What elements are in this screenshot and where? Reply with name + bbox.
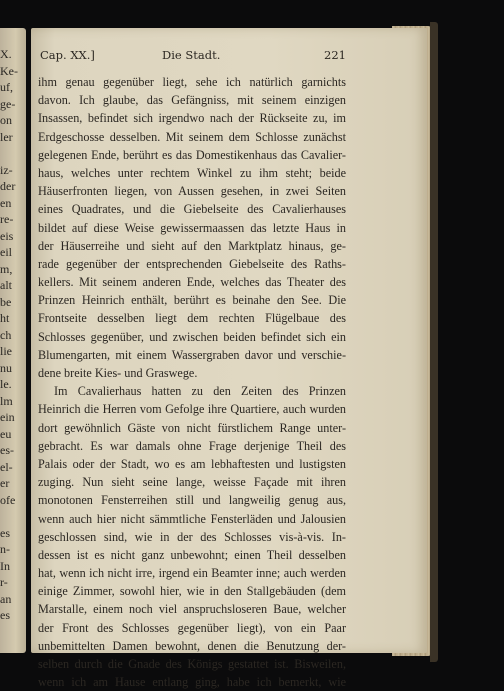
left-page-fragment: es <box>0 525 10 540</box>
left-page-fragment: eil <box>0 245 12 259</box>
text-line: Heinrich die Herren vom Gefolge ihre Quartiere, auch wurden <box>38 402 346 417</box>
left-page-fragment: iz- <box>0 162 13 177</box>
left-page-edge <box>0 28 26 653</box>
text-line: Schlosses gegenüber, und zwischen beiden befindet sich ein <box>38 329 346 344</box>
left-page-fragment: be <box>0 294 12 309</box>
running-header <box>40 48 344 64</box>
text-line: wenn auch hier nicht sämmtliche Fensterläden und Jalousien <box>38 511 346 526</box>
text-line: der Häuserreihe und sieht auf den Marktplatz hinaus, ge- <box>38 238 346 253</box>
text-line: dene breite Kies- und Graswege. <box>38 366 198 380</box>
text-line: monotonen Fensterreihen still und langweilig genug aus, <box>38 493 346 508</box>
text-line: einige Zimmer, sowohl hier, wie in den Stallgebäuden (dem <box>38 584 346 599</box>
left-page-fragment: es- <box>0 443 14 457</box>
page-number: 221 <box>324 48 346 62</box>
left-page-fragment: eis <box>0 228 14 243</box>
text-line: unbemittelten Damen bewohnt, denen die Benutzung der- <box>38 638 346 653</box>
text-line: eines Quadrates, und die Giebelseite des Cavalierhauses <box>38 202 346 217</box>
left-page-fragment: X. <box>0 47 12 61</box>
left-page-fragment: ge- <box>0 96 16 111</box>
left-page-fragment: In <box>0 558 10 573</box>
left-page-fragment: ofe <box>0 492 16 507</box>
text-line: Insassen, befindet sich irgendwo nach der Rückseite zu, im <box>38 111 346 126</box>
text-line: davon. Ich glaube, das Gefängniss, mit seinem einzigen <box>38 93 346 108</box>
left-page-fragment: lie <box>0 344 12 358</box>
text-line: dessen ist es nicht ganz unbewohnt; einen Theil desselben <box>38 547 346 562</box>
left-page-fragment: ch <box>0 327 12 342</box>
left-page-fragment: eu <box>0 426 12 441</box>
left-page-fragment: en <box>0 195 12 210</box>
left-page-fragment: lm <box>0 393 13 408</box>
left-page-fragment: ht <box>0 311 10 325</box>
text-line: Frontseite desselben liegt dem rechten Flügelbaue des <box>38 311 346 326</box>
left-page-fragment: m, <box>0 261 13 276</box>
left-page-fragment: der <box>0 179 16 193</box>
text-line: dort gewöhnlich Gäste von nicht fürstlichem Range unter- <box>38 420 346 435</box>
left-page-fragment: Ke- <box>0 63 18 78</box>
left-page-fragment: es <box>0 608 10 622</box>
body-text <box>38 73 346 691</box>
left-page-fragment: le. <box>0 377 12 391</box>
text-line: bildet auf diese Weise gewissermaassen das letzte Haus in <box>38 220 346 235</box>
left-page-fragment: re- <box>0 212 14 226</box>
text-line: kellers. Mit seinem anderen Ende, welches das Theater des <box>38 275 346 290</box>
text-line: Im Cavalierhaus hatten zu den Zeiten des Prinzen <box>54 384 346 399</box>
text-line: wenn ich am Hause entlang ging, habe ich bemerkt, wie <box>38 675 346 690</box>
left-page-fragment: an <box>0 591 12 606</box>
left-page-fragment: el- <box>0 459 13 474</box>
text-line: selben durch die Gnade des Königs gestattet ist. Bisweilen, <box>38 657 346 671</box>
text-line: geschlossen sind, wie in der des Schlosses vis-à-vis. In- <box>38 529 346 544</box>
left-page-fragment: ein <box>0 410 15 424</box>
left-page-fragment: ler <box>0 129 13 144</box>
text-line: hat, wenn ich nicht irre, irgend ein Beamter inne; auch werden <box>38 566 346 581</box>
text-line: Blumengarten, mit einem Wassergraben davor und verschie- <box>38 347 346 362</box>
left-page-fragment: nu <box>0 360 12 375</box>
text-line: rade gegenüber der entsprechenden Giebelseite des Raths- <box>38 256 346 271</box>
text-line: zuging. Nun sieht seine lange, weisse Façade mit ihren <box>38 475 346 490</box>
text-line: Palais oder der Stadt, wo es am lebhaftesten und lustigsten <box>38 456 346 471</box>
left-page-fragment: r- <box>0 575 8 589</box>
text-line: haus, welches unter rechtem Winkel zu ihm steht; beide <box>38 165 346 180</box>
text-line: Häuserfronten liegen, von Aussen gesehen, in zwei Seiten <box>38 184 346 199</box>
text-line: gelegenen Ende, berührt es das Domestikenhaus das Cavalier- <box>38 147 346 162</box>
book-cover-edge <box>430 22 438 662</box>
text-line: der Front des Schlosses gegenüber liegt), von ein Paar <box>38 620 346 635</box>
text-line: Erdgeschosse desselben. Mit seinem dem Schlosse zunächst <box>38 129 346 144</box>
text-line: Marstalle, einem noch viel anspruchsloseren Baue, welcher <box>38 602 346 617</box>
left-page-fragment: uf, <box>0 80 13 94</box>
text-line: gebracht. Es war damals ohne Frage derjenige Theil des <box>38 438 346 453</box>
page-title: Die Stadt. <box>162 48 221 62</box>
text-line: ihm genau gegenüber liegt, sehe ich natürlich garnichts <box>38 75 346 89</box>
text-line: Prinzen Heinrich enthält, berührt es beinahe den See. Die <box>38 293 346 308</box>
left-page-fragment: alt <box>0 278 12 292</box>
chapter-label: Cap. XX.] <box>40 48 95 62</box>
left-page-fragment: on <box>0 113 12 127</box>
left-page-fragment: n- <box>0 542 10 556</box>
left-page-fragment: er <box>0 476 10 490</box>
